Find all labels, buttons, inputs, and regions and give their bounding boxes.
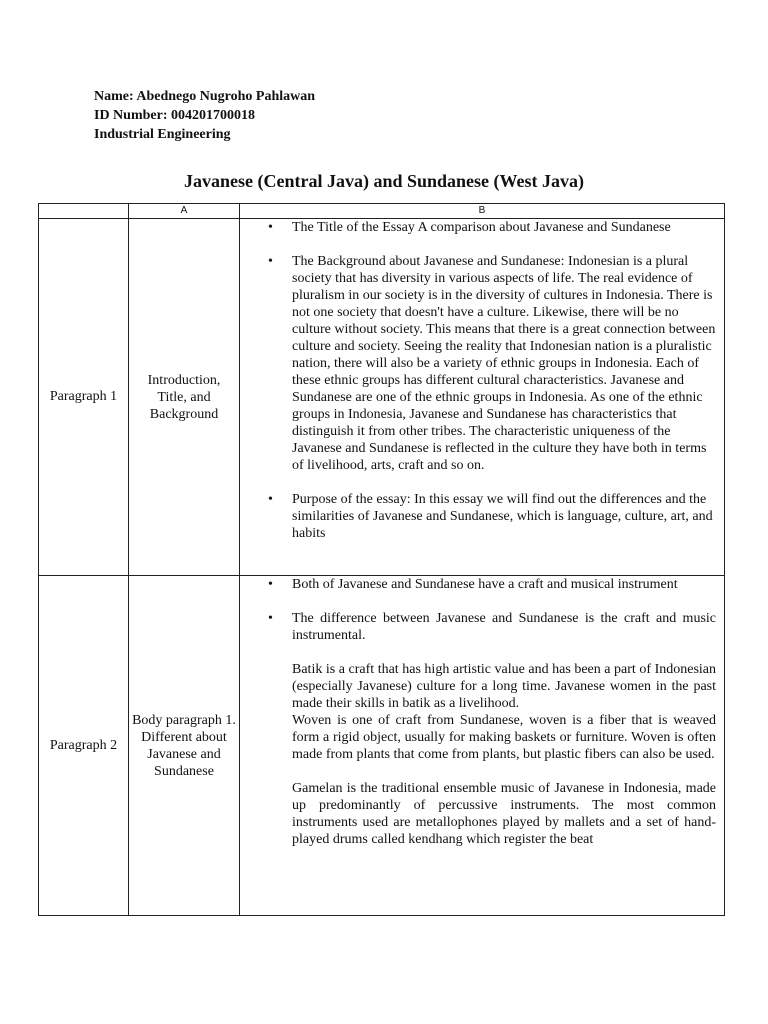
header-cell-b: B	[240, 204, 725, 219]
bullet-purpose: • Purpose of the essay: In this essay we will find out the differences and the similarities of Javanese and Sundanese, which is language, culture, art, and habits	[240, 491, 716, 542]
paragraph-woven: Woven is one of craft from Sundanese, woven is a fiber that is weaved form a rigid object, usually for making baskets or furniture. Woven is often made from plants that come from plants, but plastic fibers can also be used.	[292, 713, 716, 762]
bullet-background: • The Background about Javanese and Sundanese: Indonesian is a plural society that has diversity in various aspects of life. The real evidence of pluralism in our society is in the diversity of cultures in Indonesia. There is not one society that doesn't have a culture. Likewise, there will be no culture without society. This means that there is a great connection between culture and society. Seeing the reality that Indonesian nation is a pluralistic nation, there will also be a variety of ethnic groups in Indonesia. Each of these ethnic groups has different cultural characteristics. Javanese and Sundanese are one of the ethnic groups in Indonesia. As one of the ethnic groups in Indonesia, Javanese and Sundanese has characteristics that distinguish it from other tribes. The characteristic uniqueness of the Javanese and Sundanese is reflected in the culture they have both in terms of livelihood, arts, craft and so on.	[240, 253, 716, 474]
bullet-craft-and-music: • Both of Javanese and Sundanese have a craft and musical instrument	[240, 576, 716, 593]
row-label-paragraph-2: Paragraph 2	[39, 576, 129, 916]
row-section-paragraph-2: Body paragraph 1. Different about Javanese and Sundanese	[129, 576, 240, 916]
paragraph-gamelan: Gamelan is the traditional ensemble music of Javanese in Indonesia, made up predominantly of percussive instruments. The most common instruments used are metallophones played by mallets and a set of hand-played drums called kendhang which register the beat	[292, 781, 716, 847]
row-section-paragraph-1: Introduction, Title, and Background	[129, 219, 240, 576]
row-label-paragraph-1: Paragraph 1	[39, 219, 129, 576]
student-id: ID Number: 004201700018	[94, 108, 255, 123]
table-header-row	[39, 204, 725, 219]
document-title: Javanese (Central Java) and Sundanese (West Java)	[183, 171, 584, 191]
paragraph-batik: Batik is a craft that has high artistic value and has been a part of Indonesian (especially Javanese) culture for a long time. Javanese women in the past made their skills in batik as a livelihood.	[292, 662, 716, 711]
row-content-paragraph-1	[240, 219, 725, 576]
student-department: Industrial Engineering	[94, 127, 231, 142]
student-info	[94, 87, 315, 144]
row-content-paragraph-2	[240, 576, 725, 916]
bullet-essay-title: • The Title of the Essay A comparison about Javanese and Sundanese	[240, 219, 716, 236]
table-row-paragraph-2	[39, 576, 725, 916]
table-row-paragraph-1	[39, 219, 725, 576]
essay-outline-table	[38, 203, 725, 916]
bullet-difference: • The difference between Javanese and Sundanese is the craft and music instrumental.	[240, 610, 716, 644]
header-cell-empty	[39, 204, 129, 219]
student-name: Name: Abednego Nugroho Pahlawan	[94, 89, 316, 104]
header-cell-a: A	[129, 204, 240, 219]
